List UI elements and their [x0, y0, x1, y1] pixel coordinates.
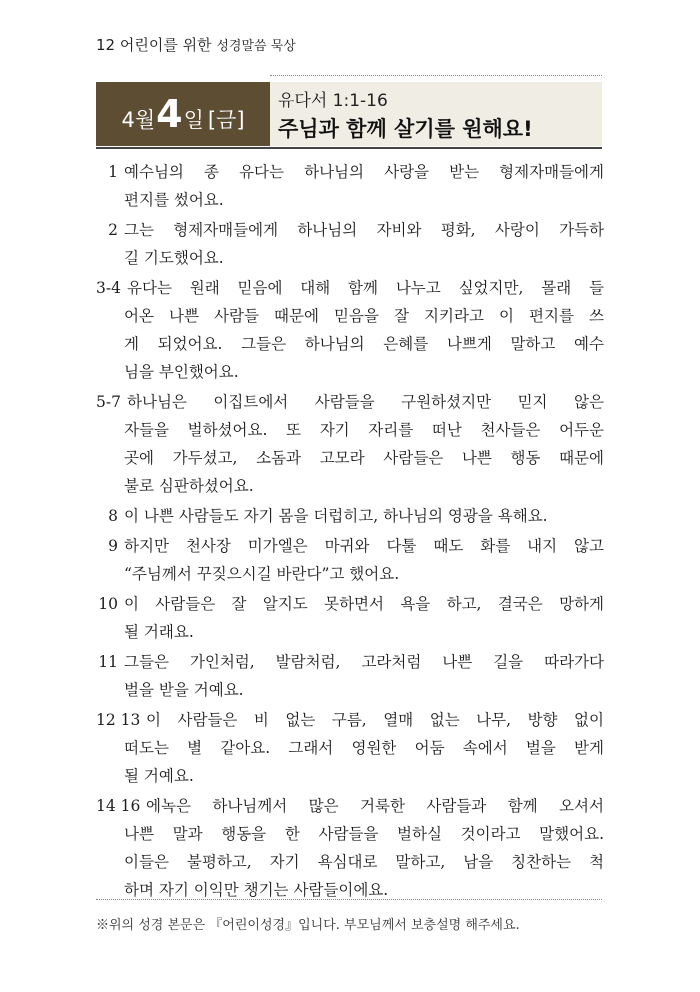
- verse-line: 님을 부인했어요.: [124, 363, 239, 381]
- verse-line: 게 되었어요. 그들은 하나님의 은혜를 나쁘게 말하고 예수: [124, 335, 604, 353]
- verse-line: 어온 나쁜 사람들 때문에 믿음을 잘 지키라고 이 편지를 쓰: [124, 307, 604, 325]
- book-subtitle: 성경말씀 묵상: [216, 39, 296, 54]
- verse-item: [96, 706, 604, 790]
- date-day-suffix: 일: [183, 108, 204, 132]
- bottom-divider: [96, 899, 602, 900]
- passage-header: [270, 82, 602, 146]
- verse-line: 길 기도했어요.: [124, 249, 224, 267]
- verse-number: 9: [108, 537, 118, 555]
- top-divider: [270, 75, 602, 76]
- verse-line: 불로 심판하셨어요.: [124, 477, 254, 495]
- verse-line: 나쁜 말과 행동을 한 사람들을 벌하실 것이라고 말했어요.: [124, 825, 604, 843]
- passage-title: 주님과 함께 살기를 원해요!: [278, 117, 533, 141]
- verse-line: 될 거래요.: [124, 623, 194, 641]
- verse-number: 2: [108, 221, 118, 239]
- verse-number: 8: [108, 507, 118, 525]
- date-month: 4월: [121, 108, 156, 132]
- verse-line: 이 나쁜 사람들도 자기 몸을 더럽히고, 하나님의 영광을 욕해요.: [124, 507, 548, 525]
- verse-item: [96, 388, 604, 500]
- verse-line: 이 사람들은 잘 알지도 못하면서 욕을 하고, 결국은 망하게: [124, 595, 604, 613]
- verse-line: 편지를 썼어요.: [124, 191, 224, 209]
- verse-item: [96, 216, 604, 272]
- verse-line: 벌을 받을 거예요.: [124, 681, 244, 699]
- verse-line: “주님께서 꾸짖으시길 바란다”고 했어요.: [124, 565, 400, 583]
- verse-item: [96, 274, 604, 386]
- verse-line: 될 거예요.: [124, 767, 194, 785]
- verse-line: 이들은 불평하고, 자기 욕심대로 말하고, 남을 칭찬하는 척: [124, 853, 604, 871]
- verse-number: 14 16: [96, 797, 141, 815]
- footnote: ※위의 성경 본문은 『어린이성경』입니다. 부모님께서 보충설명 해주세요.: [96, 918, 520, 933]
- verse-item: [96, 158, 604, 214]
- verse-line: 에녹은 하나님께서 많은 거룩한 사람들과 함께 오셔서: [146, 797, 604, 815]
- book-title: 어린이를 위한: [119, 36, 212, 54]
- verse-list: [96, 158, 604, 906]
- verse-line: 떠도는 별 같아요. 그래서 영원한 어둠 속에서 벌을 받게: [124, 739, 604, 757]
- passage-reference: 유다서 1:1-16: [278, 91, 388, 111]
- verse-number: 3-4: [96, 279, 121, 297]
- verse-line: 하나님은 이집트에서 사람들을 구원하셨지만 믿지 않은: [127, 393, 604, 411]
- verse-line: 유다는 원래 믿음에 대해 함께 나누고 싶었지만, 몰래 들: [127, 279, 604, 297]
- verse-item: [96, 648, 604, 704]
- verse-number: 1: [108, 163, 118, 181]
- date-weekday: [금]: [207, 108, 245, 132]
- running-header: [96, 34, 296, 55]
- verse-number: 11: [98, 653, 118, 671]
- verse-line: 그들은 가인처럼, 발람처럼, 고라처럼 나쁜 길을 따라가다: [124, 653, 604, 671]
- verse-line: 이 사람들은 비 없는 구름, 열매 없는 나무, 방향 없이: [146, 711, 604, 729]
- verse-line: 곳에 가두셨고, 소돔과 고모라 사람들은 나쁜 행동 때문에: [124, 449, 604, 467]
- verse-line: 자들을 벌하셨어요. 또 자기 자리를 떠난 천사들은 어두운: [124, 421, 604, 439]
- verse-item: [96, 532, 604, 588]
- verse-line: 그는 형제자매들에게 하나님의 자비와 평화, 사랑이 가득하: [124, 221, 604, 239]
- date-box: [96, 82, 270, 146]
- verse-number: 12 13: [96, 711, 141, 729]
- verse-number: 10: [98, 595, 118, 613]
- date-day: 4: [156, 92, 183, 136]
- verse-line: 하지만 천사장 미가엘은 마귀와 다툴 때도 화를 내지 않고: [124, 537, 604, 555]
- verse-line: 예수님의 종 유다는 하나님의 사랑을 받는 형제자매들에게: [124, 163, 604, 181]
- verse-item: [96, 590, 604, 646]
- verse-number: 5-7: [96, 393, 121, 411]
- page-number: 12: [96, 36, 116, 54]
- verse-line: 하며 자기 이익만 챙기는 사람들이에요.: [124, 881, 389, 899]
- verse-item: [96, 792, 604, 904]
- title-divider: [96, 147, 602, 149]
- verse-item: [96, 502, 604, 530]
